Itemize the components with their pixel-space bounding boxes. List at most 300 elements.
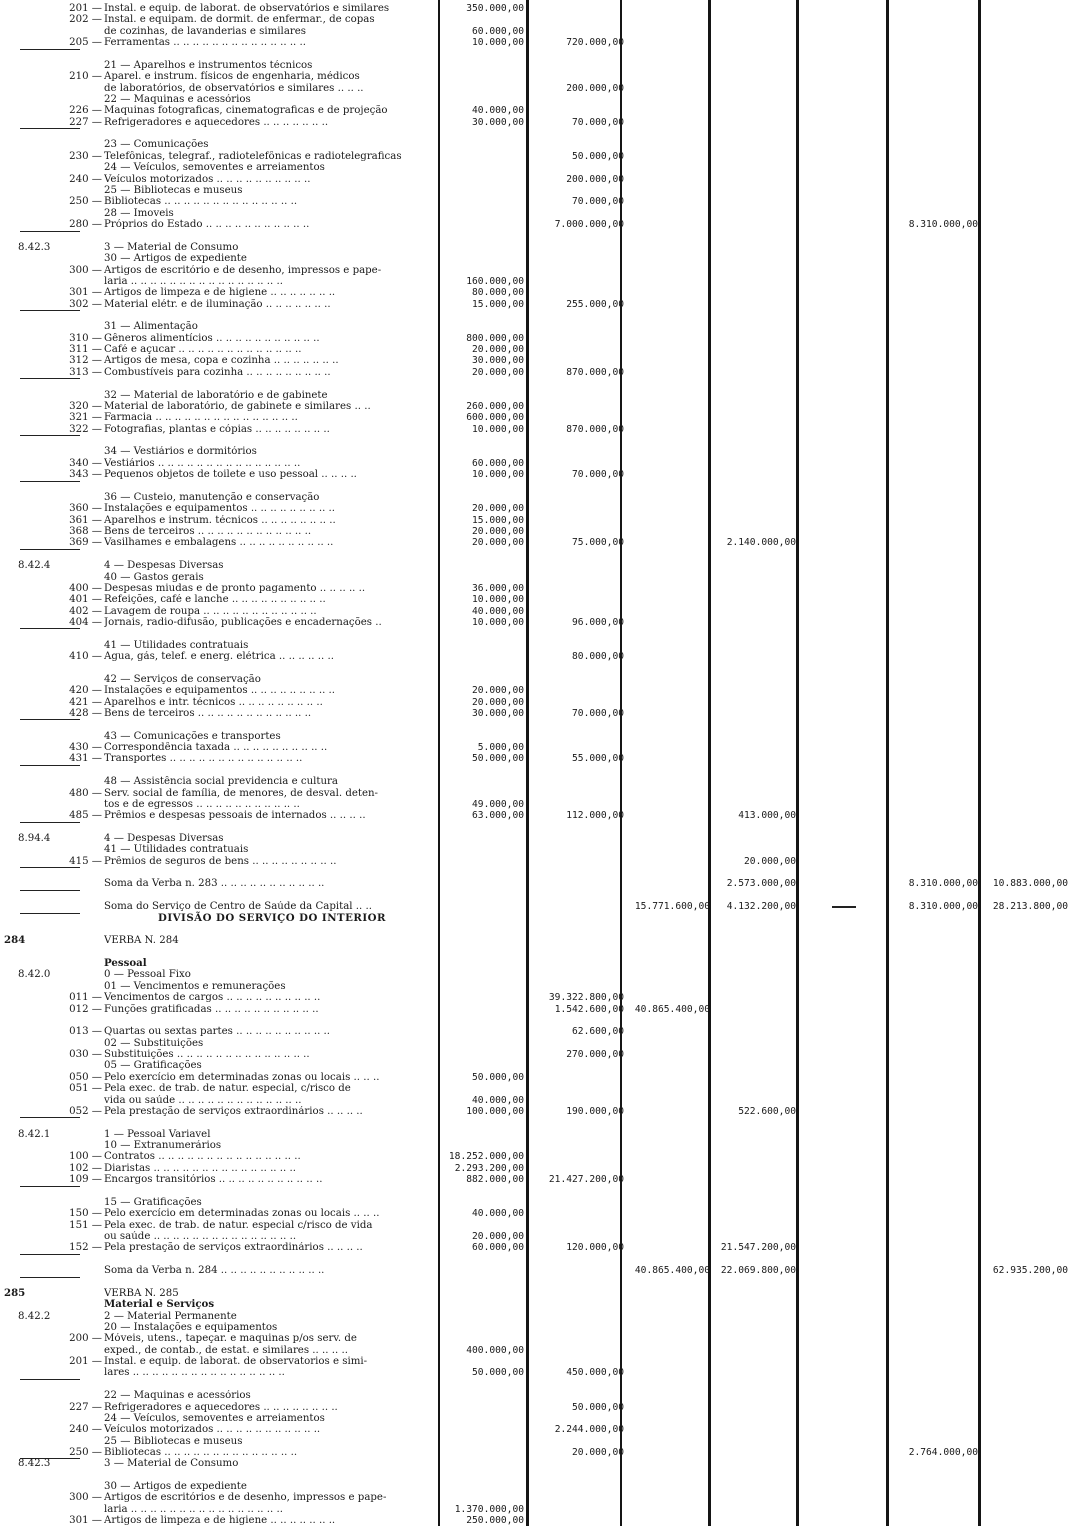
- table-row: [0, 708, 1078, 719]
- table-row: [0, 640, 1078, 651]
- table-row: [0, 48, 1078, 59]
- amount-c1: 600.000,00: [466, 412, 524, 424]
- amount-c1: 50.000,00: [472, 1071, 524, 1083]
- table-row: [0, 788, 1078, 799]
- table-row: [0, 560, 1078, 571]
- item-description: 24 — Veículos, semoventes e arreiamentos: [104, 1412, 325, 1424]
- item-description: Artigos de escritório e de desenho, impressos e pape-: [104, 264, 382, 276]
- table-row: [0, 1322, 1078, 1333]
- amount-c2: 75.000,00: [572, 537, 624, 549]
- table-row: [0, 219, 1078, 230]
- table-row: [0, 367, 1078, 378]
- amount-c1: 80.000,00: [472, 287, 524, 299]
- table-row: [0, 1299, 1078, 1310]
- table-row: [0, 1390, 1078, 1401]
- table-row: [0, 71, 1078, 82]
- amount-c2: 200.000,00: [566, 82, 624, 94]
- item-description: exped., de contab., de estat. e similares .. .. .. ..: [104, 1344, 348, 1356]
- table-row: [0, 844, 1078, 855]
- item-code: 250 —: [69, 196, 102, 208]
- table-row: [0, 26, 1078, 37]
- item-code: 340 —: [69, 457, 102, 469]
- item-description: Material elétr. e de iluminação .. .. .. .. .. .. ..: [104, 298, 331, 310]
- item-description: lares .. .. .. .. .. .. .. .. .. .. .. .. .. .. .. ..: [104, 1367, 285, 1379]
- item-description: 02 — Substituições: [104, 1037, 204, 1049]
- item-description: 20 — Instalações e equipamentos: [104, 1321, 278, 1333]
- table-row: [0, 1015, 1078, 1026]
- item-code: 368 —: [69, 526, 102, 538]
- item-description: Funções gratificadas .. .. .. .. .. .. .. .. .. .. ..: [104, 1003, 319, 1015]
- table-row: [0, 1254, 1078, 1265]
- item-description: 15 — Gratificações: [104, 1196, 202, 1208]
- table-row: [0, 878, 1078, 889]
- table-row: [0, 37, 1078, 48]
- table-row: [0, 1185, 1078, 1196]
- table-row: [0, 867, 1078, 878]
- item-description: 0 — Pessoal Fixo: [104, 969, 191, 981]
- item-description: Bens de terceiros .. .. .. .. .. .. .. .. .. .. .. ..: [104, 707, 312, 719]
- item-code: 402 —: [69, 605, 102, 617]
- table-row: [0, 1413, 1078, 1424]
- amount-c1: 1.370.000,00: [454, 1503, 524, 1515]
- table-row: [0, 276, 1078, 287]
- item-code: 150 —: [69, 1208, 102, 1220]
- item-description: 41 — Utilidades contratuais: [104, 639, 249, 651]
- item-description: Despesas miudas e de pronto pagamento .. .. .. .. ..: [104, 582, 366, 594]
- table-row: [0, 890, 1078, 901]
- item-code: 485 —: [69, 810, 102, 822]
- amount-c1: 20.000,00: [472, 696, 524, 708]
- amount-c2: 20.000,00: [572, 1446, 624, 1458]
- table-row: [0, 333, 1078, 344]
- item-description: Combustíveis para cozinha .. .. .. .. .. .. .. .. ..: [104, 366, 331, 378]
- amount-c1: 160.000,00: [466, 275, 524, 287]
- table-row: [0, 981, 1078, 992]
- amount-c2: 50.000,00: [572, 1401, 624, 1413]
- table-row: [0, 833, 1078, 844]
- table-row: [0, 753, 1078, 764]
- item-description: laria .. .. .. .. .. .. .. .. .. .. .. .. .. .. .. ..: [104, 275, 283, 287]
- table-row: [0, 1242, 1078, 1253]
- table-row: [0, 1492, 1078, 1503]
- amount-c5: 8.310.000,00: [908, 878, 978, 890]
- amount-c1: 50.000,00: [472, 1367, 524, 1379]
- item-code: 227 —: [69, 116, 102, 128]
- amount-c1: 2.293.200,00: [454, 1162, 524, 1174]
- item-code: 361 —: [69, 514, 102, 526]
- item-code: 360 —: [69, 503, 102, 515]
- table-row: [0, 651, 1078, 662]
- table-row: [0, 435, 1078, 446]
- amount-c2: 55.000,00: [572, 753, 624, 765]
- item-code: 100 —: [69, 1151, 102, 1163]
- table-row: [0, 947, 1078, 958]
- item-code: 300 —: [69, 264, 102, 276]
- table-row: [0, 105, 1078, 116]
- amount-c2: 450.000,00: [566, 1367, 624, 1379]
- table-row: [0, 810, 1078, 821]
- table-row: [0, 492, 1078, 503]
- item-description: ou saúde .. .. .. .. .. .. .. .. .. .. .. .. .. .. ..: [104, 1230, 297, 1242]
- amount-c1: 20.000,00: [472, 685, 524, 697]
- item-description: Móveis, utens., tapeçar. e maquinas p/os serv. de: [104, 1333, 357, 1345]
- item-code: 051 —: [69, 1083, 102, 1095]
- amount-c2: 7.000.000,00: [554, 219, 624, 231]
- item-code: 210 —: [69, 71, 102, 83]
- item-description: de laboratórios, de observatórios e similares .. .. ..: [104, 82, 364, 94]
- table-row: [0, 958, 1078, 969]
- item-code: 420 —: [69, 685, 102, 697]
- item-description: 32 — Material de laboratório e de gabinete: [104, 389, 328, 401]
- item-description: Pessoal: [104, 958, 147, 970]
- item-description: 36 — Custeio, manutenção e conservação: [104, 491, 320, 503]
- item-description: Próprios do Estado .. .. .. .. .. .. .. .. .. .. ..: [104, 219, 310, 231]
- item-description: Fotografias, plantas e cópias .. .. .. .. .. .. .. ..: [104, 423, 330, 435]
- item-description: Lavagem de roupa .. .. .. .. .. .. .. .. .. .. .. ..: [104, 605, 317, 617]
- item-description: 43 — Comunicações e transportes: [104, 730, 281, 742]
- table-row: [0, 1231, 1078, 1242]
- item-description: Pela prestação de serviços extraordinários .. .. .. ..: [104, 1242, 363, 1254]
- table-row: [0, 1458, 1078, 1469]
- table-row: [0, 1504, 1078, 1515]
- amount-c1: 20.000,00: [472, 1230, 524, 1242]
- item-description: 28 — Imoveis: [104, 207, 174, 219]
- amount-c1: 10.000,00: [472, 469, 524, 481]
- table-row: [0, 1402, 1078, 1413]
- item-description: laria .. .. .. .. .. .. .. .. .. .. .. .. .. .. .. ..: [104, 1503, 283, 1515]
- item-description: 40 — Gastos gerais: [104, 571, 204, 583]
- table-row: [0, 935, 1078, 946]
- item-code: 240 —: [69, 1424, 102, 1436]
- item-description: Gêneros alimentícios .. .. .. .. .. .. .. .. .. .. ..: [104, 332, 320, 344]
- table-row: [0, 526, 1078, 537]
- table-row: [0, 253, 1078, 264]
- table-row: [0, 1276, 1078, 1287]
- item-code: 400 —: [69, 582, 102, 594]
- table-row: [0, 1072, 1078, 1083]
- table-row: [0, 139, 1078, 150]
- table-row: [0, 1117, 1078, 1128]
- table-row: [0, 697, 1078, 708]
- item-description: Vencimentos de cargos .. .. .. .. .. .. .. .. .. ..: [104, 992, 321, 1004]
- section-code: 8.42.4: [18, 560, 51, 572]
- table-row: [0, 1197, 1078, 1208]
- item-description: 22 — Maquinas e acessórios: [104, 93, 251, 105]
- item-description: 48 — Assistência social previdencia e cultura: [104, 776, 338, 788]
- amount-c1: 10.000,00: [472, 616, 524, 628]
- table-row: [0, 83, 1078, 94]
- item-code: 301 —: [69, 287, 102, 299]
- table-row: [0, 1106, 1078, 1117]
- item-description: Soma da Verba n. 284 .. .. .. .. .. .. .. .. .. .. ..: [104, 1265, 325, 1277]
- section-code: 8.94.4: [18, 833, 51, 844]
- item-code: 102 —: [69, 1162, 102, 1174]
- item-code: 250 —: [69, 1446, 102, 1458]
- item-description: 01 — Vencimentos e remunerações: [104, 980, 286, 992]
- amount-c2: 870.000,00: [566, 423, 624, 435]
- item-code: 431 —: [69, 753, 102, 765]
- amount-c1: 30.000,00: [472, 355, 524, 367]
- table-row: [0, 94, 1078, 105]
- amount-c4: 21.547.200,00: [720, 1242, 796, 1254]
- item-description: VERBA N. 285: [104, 1287, 179, 1299]
- item-code: 226 —: [69, 105, 102, 117]
- amount-c6: 62.935.200,00: [992, 1265, 1068, 1277]
- item-description: VERBA N. 284: [104, 935, 179, 947]
- table-row: [0, 537, 1078, 548]
- item-code: 013 —: [69, 1026, 102, 1038]
- item-description: Refeições, café e lanche .. .. .. .. .. .. .. .. .. ..: [104, 594, 326, 606]
- table-row: [0, 185, 1078, 196]
- item-description: Bens de terceiros .. .. .. .. .. .. .. .. .. .. .. ..: [104, 526, 312, 538]
- amount-c1: 63.000,00: [472, 810, 524, 822]
- table-row: [0, 822, 1078, 833]
- item-code: 202 —: [69, 14, 102, 26]
- item-description: Agua, gás, telef. e energ. elétrica .. .. .. .. .. ..: [104, 651, 334, 663]
- item-description: Prêmios de seguros de bens .. .. .. .. .. .. .. .. ..: [104, 855, 337, 867]
- amount-c1: 40.000,00: [472, 605, 524, 617]
- amount-c1: 50.000,00: [472, 753, 524, 765]
- item-description: Pequenos objetos de toilete e uso pessoal .. .. .. ..: [104, 469, 357, 481]
- item-description: 25 — Bibliotecas e museus: [104, 1435, 243, 1447]
- item-description: Refrigeradores e aquecedores .. .. .. .. .. .. ..: [104, 116, 329, 128]
- item-description: Soma do Serviço de Centro de Saúde da Capital .. ..: [104, 901, 372, 913]
- item-code: 322 —: [69, 423, 102, 435]
- item-description: 30 — Artigos de expediente: [104, 253, 247, 265]
- table-row: [0, 1311, 1078, 1322]
- item-description: Instal. e equip. de laborat. de observatorios e simi-: [104, 1356, 368, 1368]
- table-row: [0, 1345, 1078, 1356]
- table-row: [0, 1129, 1078, 1140]
- table-row: [0, 117, 1078, 128]
- item-description: Refrigeradores e aquecedores .. .. .. .. .. .. .. ..: [104, 1401, 338, 1413]
- item-description: 4 — Despesas Diversas: [104, 833, 224, 844]
- item-code: 200 —: [69, 1333, 102, 1345]
- item-code: 109 —: [69, 1174, 102, 1186]
- item-description: 1 — Pessoal Variavel: [104, 1128, 211, 1140]
- item-description: Material de laboratório, de gabinete e similares .. ..: [104, 400, 371, 412]
- item-code: 401 —: [69, 594, 102, 606]
- amount-c1: 49.000,00: [472, 798, 524, 810]
- table-row: [0, 1060, 1078, 1071]
- section-heading: DIVISÃO DO SERVIÇO DO INTERIOR: [158, 911, 386, 924]
- amount-c2: 96.000,00: [572, 616, 624, 628]
- item-description: 31 — Alimentação: [104, 321, 198, 333]
- amount-c4: 20.000,00: [744, 855, 796, 867]
- item-description: de cozinhas, de lavanderias e similares: [104, 25, 307, 37]
- item-code: 343 —: [69, 469, 102, 481]
- table-row: [0, 60, 1078, 71]
- amount-c1: 30.000,00: [472, 707, 524, 719]
- item-description: Transportes .. .. .. .. .. .. .. .. .. .. .. .. .. ..: [104, 753, 303, 765]
- amount-c2: 112.000,00: [566, 810, 624, 822]
- item-code: 313 —: [69, 366, 102, 378]
- item-description: 05 — Gratificações: [104, 1060, 202, 1072]
- table-row: [0, 344, 1078, 355]
- verba-number: 284: [4, 934, 26, 947]
- item-description: Vasilhames e embalagens .. .. .. .. .. .. .. .. .. ..: [104, 537, 334, 549]
- table-row: [0, 1470, 1078, 1481]
- item-description: Pela exec. de trab. de natur. especial, c/risco de: [104, 1083, 351, 1095]
- item-description: 34 — Vestiários e dormitórios: [104, 446, 257, 458]
- table-row: [0, 1140, 1078, 1151]
- amount-c2: 50.000,00: [572, 150, 624, 162]
- item-description: Instal. e equipam. de dormit. de enfermar., de copas: [104, 14, 375, 26]
- item-description: Bibliotecas .. .. .. .. .. .. .. .. .. .. .. .. .. ..: [104, 196, 298, 208]
- table-row: [0, 617, 1078, 628]
- table-row: [0, 1481, 1078, 1492]
- amount-c2: 39.322.800,00: [548, 992, 624, 1004]
- table-row: [0, 913, 1078, 924]
- table-row: [0, 481, 1078, 492]
- table-row: [0, 1333, 1078, 1344]
- amount-c1: 10.000,00: [472, 594, 524, 606]
- amount-c1: 20.000,00: [472, 503, 524, 515]
- item-description: Ferramentas .. .. .. .. .. .. .. .. .. .. .. .. .. ..: [104, 37, 307, 49]
- table-row: [0, 662, 1078, 673]
- item-description: Contratos .. .. .. .. .. .. .. .. .. .. .. .. .. .. ..: [104, 1151, 301, 1163]
- item-description: 22 — Maquinas e acessórios: [104, 1390, 251, 1402]
- item-code: 052 —: [69, 1105, 102, 1117]
- amount-c3: 15.771.600,00: [634, 901, 710, 913]
- item-code: 369 —: [69, 537, 102, 549]
- amount-c1: 60.000,00: [472, 25, 524, 37]
- table-row: [0, 151, 1078, 162]
- item-code: 300 —: [69, 1492, 102, 1504]
- table-row: [0, 1004, 1078, 1015]
- amount-c1: 20.000,00: [472, 537, 524, 549]
- table-row: [0, 1174, 1078, 1185]
- verba-number: 285: [4, 1286, 26, 1299]
- item-description: Correspondência taxada .. .. .. .. .. .. .. .. .. ..: [104, 742, 328, 754]
- item-code: 428 —: [69, 707, 102, 719]
- item-code: 415 —: [69, 855, 102, 867]
- item-description: Aparelhos e instrum. técnicos .. .. .. .. .. .. .. ..: [104, 514, 336, 526]
- item-description: Pelo exercício em determinadas zonas ou locais .. .. ..: [104, 1071, 380, 1083]
- table-row: [0, 230, 1078, 241]
- table-row: [0, 685, 1078, 696]
- amount-c2: 70.000,00: [572, 707, 624, 719]
- item-description: Jornais, radio-difusão, publicações e encadernações ..: [104, 616, 382, 628]
- amount-c1: 10.000,00: [472, 423, 524, 435]
- item-code: 012 —: [69, 1003, 102, 1015]
- item-code: 480 —: [69, 787, 102, 799]
- table-row: [0, 265, 1078, 276]
- amount-c1: 60.000,00: [472, 1242, 524, 1254]
- amount-c1: 400.000,00: [466, 1344, 524, 1356]
- table-row: [0, 3, 1078, 14]
- table-row: [0, 799, 1078, 810]
- item-description: Artigos de escritórios e de desenho, impressos e pape-: [104, 1492, 387, 1504]
- table-row: [0, 1095, 1078, 1106]
- item-code: 030 —: [69, 1049, 102, 1061]
- item-description: 24 — Veículos, semoventes e arreiamentos: [104, 162, 325, 174]
- item-description: Farmacia .. .. .. .. .. .. .. .. .. .. .. .. .. .. ..: [104, 412, 298, 424]
- item-description: Instalações e equipamentos .. .. .. .. .. .. .. .. ..: [104, 685, 336, 697]
- item-description: Prêmios e despesas pessoais de internados .. .. .. ..: [104, 810, 366, 822]
- item-code: 227 —: [69, 1401, 102, 1413]
- amount-c5: 2.764.000,00: [908, 1446, 978, 1458]
- table-row: [0, 1026, 1078, 1037]
- table-row: [0, 674, 1078, 685]
- table-row: [0, 1447, 1078, 1458]
- amount-c2: 255.000,00: [566, 298, 624, 310]
- table-row: [0, 776, 1078, 787]
- amount-c1: 15.000,00: [472, 298, 524, 310]
- table-row: [0, 299, 1078, 310]
- table-row: [0, 1049, 1078, 1060]
- item-description: Bibliotecas .. .. .. .. .. .. .. .. .. .. .. .. .. ..: [104, 1446, 298, 1458]
- amount-c4: 413.000,00: [738, 810, 796, 822]
- item-description: Aparelhos e intr. técnicos .. .. .. .. .. .. .. .. ..: [104, 696, 323, 708]
- table-row: [0, 856, 1078, 867]
- item-description: vida ou saúde .. .. .. .. .. .. .. .. .. .. .. .. ..: [104, 1094, 302, 1106]
- amount-c2: 21.427.200,00: [548, 1174, 624, 1186]
- table-row: [0, 1083, 1078, 1094]
- table-row: [0, 1515, 1078, 1526]
- amount-c6: 28.213.800,00: [992, 901, 1068, 913]
- table-row: [0, 1379, 1078, 1390]
- item-description: Pela prestação de serviços extraordinários .. .. .. ..: [104, 1105, 363, 1117]
- amount-c2: 70.000,00: [572, 196, 624, 208]
- item-code: 321 —: [69, 412, 102, 424]
- amount-c1: 20.000,00: [472, 366, 524, 378]
- table-row: [0, 1220, 1078, 1231]
- item-description: 42 — Serviços de conservação: [104, 673, 261, 685]
- amount-c1: 10.000,00: [472, 37, 524, 49]
- table-row: [0, 242, 1078, 253]
- table-row: [0, 1356, 1078, 1367]
- table-row: [0, 924, 1078, 935]
- table-row: [0, 606, 1078, 617]
- table-row: [0, 401, 1078, 412]
- amount-c1: 20.000,00: [472, 526, 524, 538]
- item-code: 320 —: [69, 400, 102, 412]
- item-code: 152 —: [69, 1242, 102, 1254]
- amount-c1: 350.000,00: [466, 3, 524, 14]
- amount-c2: 70.000,00: [572, 116, 624, 128]
- item-code: 311 —: [69, 344, 102, 356]
- table-row: [0, 378, 1078, 389]
- table-row: [0, 901, 1078, 912]
- table-row: [0, 287, 1078, 298]
- amount-c3: 40.865.400,00: [634, 1003, 710, 1015]
- item-description: 23 — Comunicações: [104, 139, 209, 151]
- amount-c1: 36.000,00: [472, 582, 524, 594]
- table-row: [0, 310, 1078, 321]
- table-row: [0, 719, 1078, 730]
- item-code: 230 —: [69, 150, 102, 162]
- table-row: [0, 1038, 1078, 1049]
- amount-c2: 80.000,00: [572, 651, 624, 663]
- item-code: 430 —: [69, 742, 102, 754]
- table-row: [0, 390, 1078, 401]
- item-description: Artigos de mesa, copa e cozinha .. .. .. .. .. .. ..: [104, 355, 339, 367]
- item-description: Instalações e equipamentos .. .. .. .. .. .. .. .. ..: [104, 503, 336, 515]
- table-row: [0, 446, 1078, 457]
- item-description: Vestiários .. .. .. .. .. .. .. .. .. .. .. .. .. .. ..: [104, 457, 301, 469]
- item-description: Material e Serviços: [104, 1299, 215, 1311]
- amount-c1: 100.000,00: [466, 1105, 524, 1117]
- table-row: [0, 742, 1078, 753]
- section-code: 8.42.3: [18, 241, 51, 253]
- item-description: Artigos de limpeza e de higiene .. .. .. .. .. .. ..: [104, 1515, 336, 1526]
- table-row: [0, 1288, 1078, 1299]
- table-row: [0, 992, 1078, 1003]
- item-description: 3 — Material de Consumo: [104, 1458, 239, 1470]
- item-code: 421 —: [69, 696, 102, 708]
- amount-c4: 4.132.200,00: [726, 901, 796, 913]
